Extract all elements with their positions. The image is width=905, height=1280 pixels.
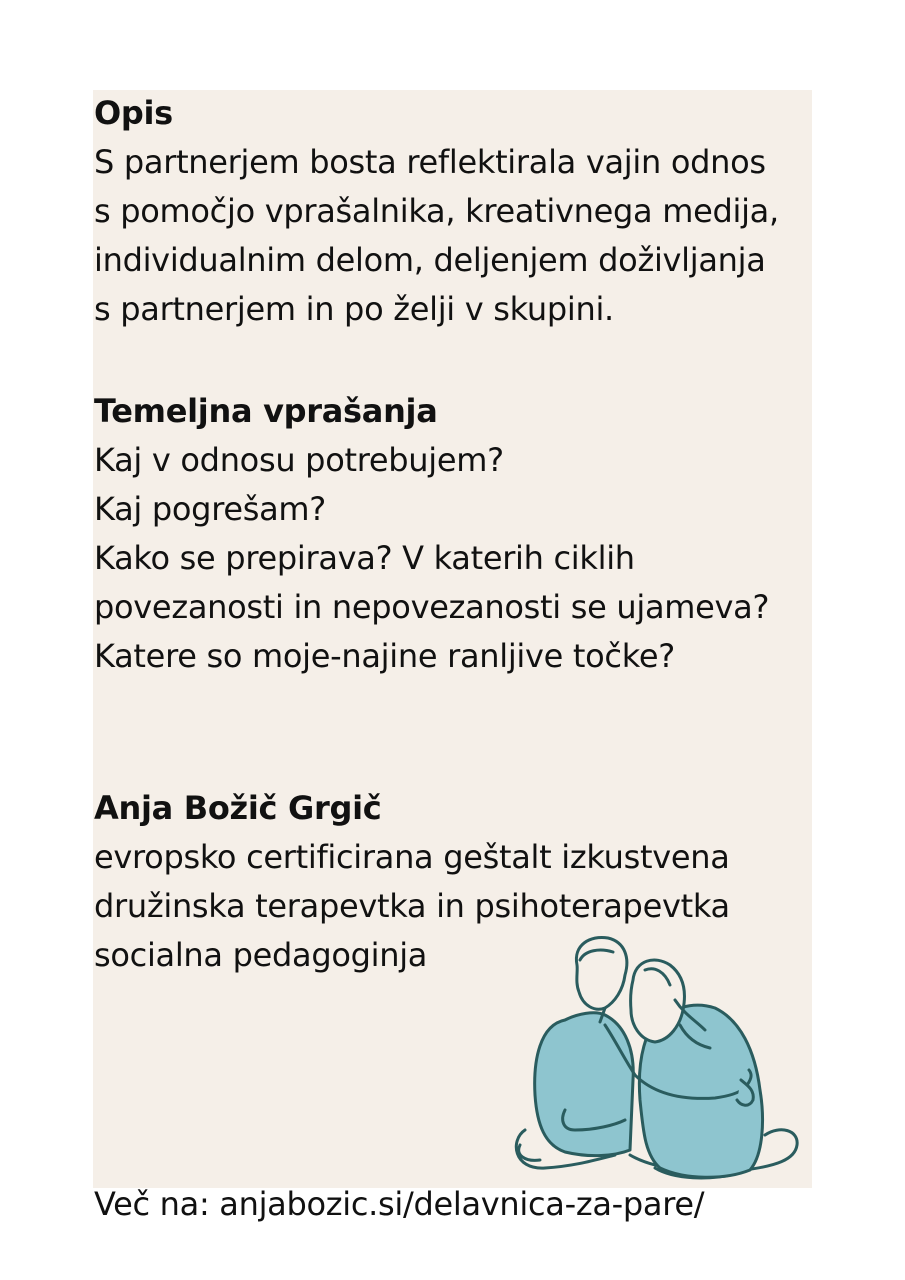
author-credential: evropsko certificirana geštalt izkustvena [94,838,730,876]
author-credential: družinska terapevtka in psihoterapevtka [94,887,730,925]
section-temeljna-vprasanja [94,387,769,681]
opis-line: S partnerjem bosta reflektirala vajin odnos [94,143,766,181]
question-line: povezanosti in nepovezanosti se ujameva? [94,588,770,626]
question-line: Kako se prepirava? V katerih ciklih [94,539,635,577]
opis-line: s pomočjo vprašalnika, kreativnega medija, [94,192,779,230]
question-line: Kaj v odnosu potrebujem? [94,441,504,479]
footer-link[interactable]: Več na: anjabozic.si/delavnica-za-pare/ [94,1185,705,1223]
section-opis [94,89,779,334]
opis-line: s partnerjem in po želji v skupini. [94,290,614,328]
opis-line: individualnim delom, deljenjem doživljanja [94,241,766,279]
man-body [535,1013,634,1156]
heading-temeljna-vprasanja: Temeljna vprašanja [94,392,438,430]
question-line: Kaj pogrešam? [94,490,326,528]
question-line: Katere so moje-najine ranljive točke? [94,637,675,675]
man-head [576,937,626,1009]
heading-opis: Opis [94,94,173,132]
author-name: Anja Božič Grgič [94,789,382,827]
couple-hugging-illustration [505,930,805,1188]
author-credential: socialna pedagoginja [94,936,428,974]
